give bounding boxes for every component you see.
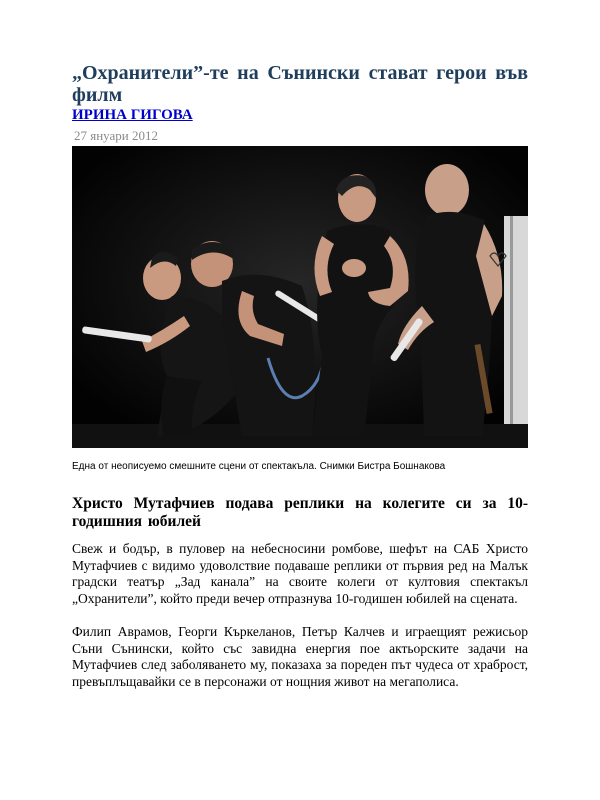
stage-photo <box>72 146 528 448</box>
paragraph-2: Филип Аврамов, Георги Къркеланов, Петър Калчев и играещият режисьор Съни Сънински, който със завидна енергия пое актьорските задачи на Мутафчиев след заболяването му, показаха за пореден път чудеса от храброст, превъплъщавайки се в персонажи от нощния живот на мегаполиса. <box>72 624 528 689</box>
photo-caption: Една от неописуемо смешните сцени от спектакъла. Снимки Бистра Бошнакова <box>72 461 446 472</box>
article <box>72 62 528 704</box>
author-link[interactable]: ИРИНА ГИГОВА <box>72 107 193 123</box>
stage-photo-image <box>72 146 528 448</box>
subheadline: Христо Мутафчиев подава реплики на колегите си за 10-годишния юбилей <box>72 495 528 530</box>
paragraph-1: Свеж и бодър, в пуловер на небесносини ромбове, шефът на САБ Христо Мутафчиев с видимо удоволствие подаваше реплики от първия ред на Малък градски театър „Зад канала” на своите колеги от култовия спектакъл „Охранители”, който преди вечер отпразнува 10-годишен юбилей на сцената. <box>72 541 528 606</box>
headline: „Охранители”-те на Сънински стават герои във филм <box>72 62 528 106</box>
publish-date: 27 януари 2012 <box>74 128 158 143</box>
